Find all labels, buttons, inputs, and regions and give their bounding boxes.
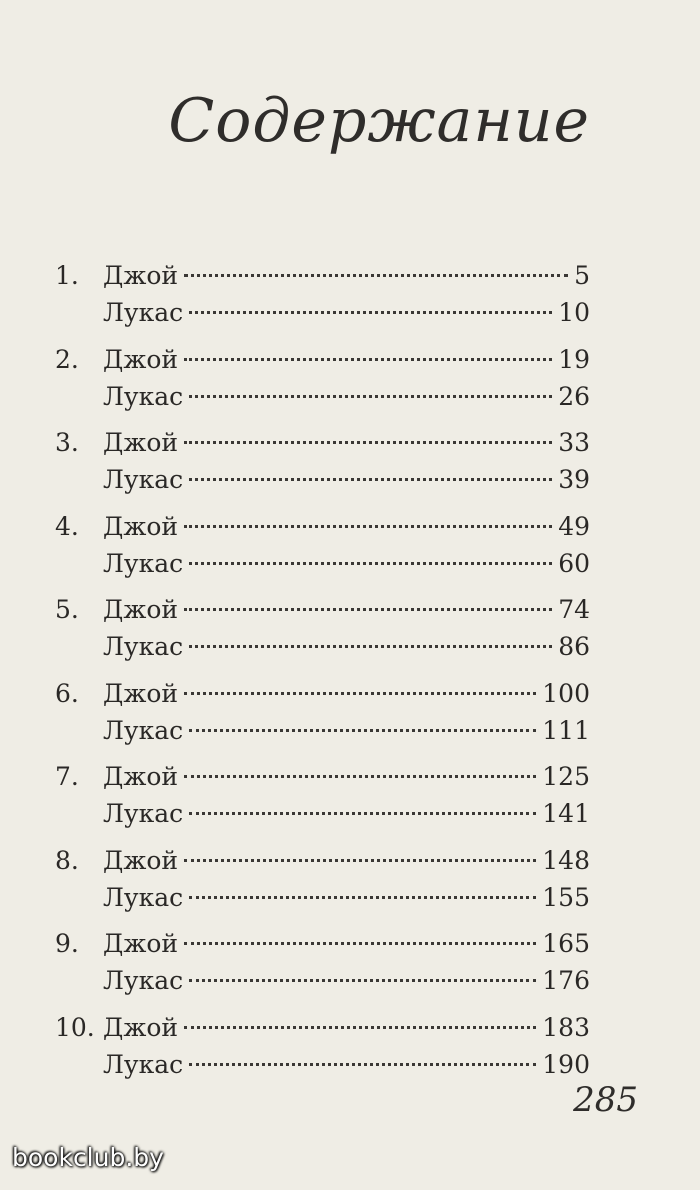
- toc-entry: [0, 843, 700, 879]
- dot-leader: [184, 775, 536, 778]
- chapter-number: 4.: [55, 511, 79, 541]
- entry-label: Лукас: [103, 465, 184, 494]
- entry-page: 10: [558, 298, 590, 327]
- dot-leader: [184, 859, 536, 862]
- chapter-number: 7.: [55, 762, 79, 791]
- entry-page: 165: [542, 929, 590, 958]
- entry-page: 148: [542, 845, 590, 875]
- entry-label: Лукас: [103, 548, 184, 578]
- entry-label: Лукас: [103, 882, 184, 912]
- entry-label: Джой: [103, 929, 179, 958]
- entry-label: Джой: [103, 595, 179, 624]
- toc-chapter: [0, 676, 700, 760]
- toc-entry: [0, 796, 700, 832]
- entry-page: 141: [542, 799, 590, 828]
- entry-label: Лукас: [103, 298, 184, 327]
- dot-leader: [189, 979, 536, 982]
- chapter-number: 8.: [55, 845, 79, 875]
- toc-entry: [0, 425, 700, 461]
- entry-page: 5: [574, 261, 590, 290]
- entry-page: 111: [542, 715, 590, 745]
- toc-entry: [0, 1047, 700, 1083]
- toc-entry: [0, 759, 700, 795]
- entry-label: Лукас: [103, 966, 184, 995]
- watermark: bookclub.by: [12, 1143, 164, 1172]
- toc-entry: [0, 926, 700, 962]
- toc-chapter: [0, 258, 700, 342]
- chapter-number: 3.: [55, 428, 79, 457]
- toc-entry: [0, 1010, 700, 1046]
- entry-page: 74: [558, 595, 590, 624]
- entry-page: 155: [542, 882, 590, 912]
- entry-label: Лукас: [103, 799, 184, 828]
- dot-leader: [189, 478, 552, 481]
- page-title: Содержание: [168, 86, 590, 156]
- entry-page: 190: [542, 1049, 590, 1079]
- page-number: 285: [573, 1080, 638, 1120]
- entry-page: 100: [542, 678, 590, 708]
- chapter-number: 5.: [55, 595, 79, 624]
- toc-entry: [0, 546, 700, 582]
- toc-entry: [0, 676, 700, 712]
- entry-label: Лукас: [103, 715, 184, 745]
- entry-page: 49: [558, 511, 590, 541]
- entry-label: Джой: [103, 678, 179, 708]
- dot-leader: [184, 1026, 536, 1029]
- entry-label: Джой: [103, 1012, 179, 1042]
- dot-leader: [189, 729, 536, 732]
- toc-chapter: [0, 342, 700, 426]
- dot-leader: [184, 274, 568, 277]
- chapter-number: 2.: [55, 344, 79, 374]
- dot-leader: [189, 896, 536, 899]
- chapter-number: 1.: [55, 261, 79, 290]
- chapter-number: 9.: [55, 929, 79, 958]
- dot-leader: [184, 358, 552, 361]
- entry-page: 60: [558, 548, 590, 578]
- toc-entry: [0, 342, 700, 378]
- entry-page: 33: [558, 428, 590, 457]
- dot-leader: [184, 441, 552, 444]
- toc-entry: [0, 509, 700, 545]
- entry-label: Лукас: [103, 1049, 184, 1079]
- toc-chapter: [0, 926, 700, 1010]
- dot-leader: [189, 812, 536, 815]
- toc-entry: [0, 880, 700, 916]
- toc-entry: [0, 713, 700, 749]
- entry-page: 183: [542, 1012, 590, 1042]
- entry-page: 19: [558, 344, 590, 374]
- entry-label: Джой: [103, 511, 179, 541]
- entry-label: Джой: [103, 344, 179, 374]
- dot-leader: [189, 1063, 536, 1066]
- toc-entry: [0, 629, 700, 665]
- toc-chapter: [0, 509, 700, 593]
- dot-leader: [184, 525, 552, 528]
- entry-page: 26: [558, 381, 590, 411]
- dot-leader: [184, 692, 536, 695]
- dot-leader: [184, 608, 552, 611]
- chapter-number: 10.: [55, 1012, 95, 1042]
- table-of-contents: [0, 258, 700, 1093]
- entry-label: Лукас: [103, 632, 184, 661]
- entry-page: 86: [558, 632, 590, 661]
- dot-leader: [184, 942, 536, 945]
- dot-leader: [189, 562, 552, 565]
- chapter-number: 6.: [55, 678, 79, 708]
- toc-entry: [0, 963, 700, 999]
- toc-entry: [0, 592, 700, 628]
- dot-leader: [189, 311, 552, 314]
- entry-page: 176: [542, 966, 590, 995]
- dot-leader: [189, 395, 552, 398]
- dot-leader: [189, 645, 552, 648]
- entry-label: Джой: [103, 845, 179, 875]
- toc-chapter: [0, 425, 700, 509]
- toc-chapter: [0, 759, 700, 843]
- entry-label: Джой: [103, 261, 179, 290]
- toc-chapter: [0, 843, 700, 927]
- toc-entry: [0, 295, 700, 331]
- toc-chapter: [0, 592, 700, 676]
- entry-label: Джой: [103, 428, 179, 457]
- toc-entry: [0, 379, 700, 415]
- toc-entry: [0, 258, 700, 294]
- entry-page: 125: [542, 762, 590, 791]
- entry-label: Джой: [103, 762, 179, 791]
- entry-label: Лукас: [103, 381, 184, 411]
- toc-entry: [0, 462, 700, 498]
- entry-page: 39: [558, 465, 590, 494]
